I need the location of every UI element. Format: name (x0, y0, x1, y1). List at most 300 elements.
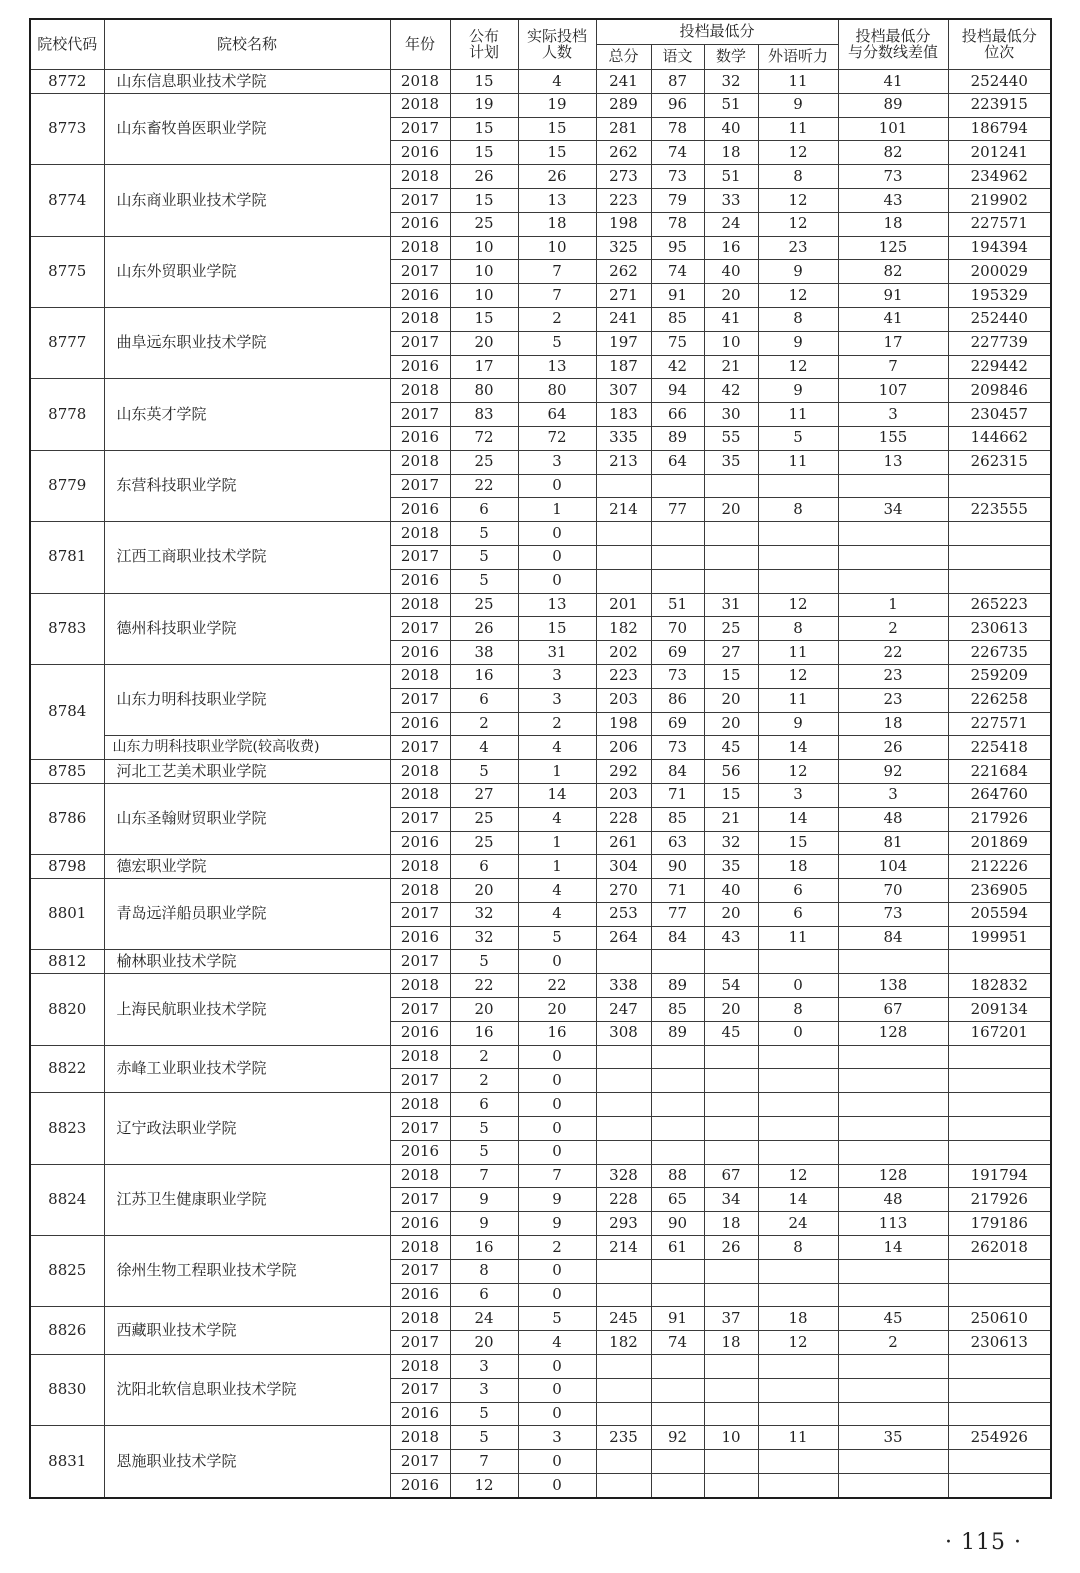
year-cell: 2018 (390, 1236, 450, 1260)
chinese-score-cell (651, 1140, 704, 1164)
diff-cell: 104 (838, 855, 948, 879)
math-score-cell (704, 950, 758, 974)
year-cell: 2018 (390, 760, 450, 784)
diff-cell (838, 950, 948, 974)
school-code: 8777 (30, 307, 104, 378)
total-score-cell: 292 (596, 760, 651, 784)
school-code: 8786 (30, 783, 104, 854)
math-score-cell: 10 (704, 331, 758, 355)
plan-cell: 9 (450, 1212, 518, 1236)
diff-cell: 91 (838, 284, 948, 308)
total-score-cell: 271 (596, 284, 651, 308)
chinese-score-cell: 84 (651, 760, 704, 784)
english-score-cell: 9 (758, 93, 838, 117)
english-score-cell: 9 (758, 379, 838, 403)
school-name: 山东力明科技职业学院(较高收费) (104, 736, 390, 760)
total-score-cell: 228 (596, 1188, 651, 1212)
diff-cell (838, 522, 948, 546)
total-score-cell: 213 (596, 450, 651, 474)
english-score-cell (758, 1474, 838, 1498)
math-score-cell: 18 (704, 1212, 758, 1236)
school-name: 德宏职业学院 (104, 855, 390, 879)
diff-cell: 14 (838, 1236, 948, 1260)
plan-cell: 25 (450, 593, 518, 617)
math-score-cell (704, 1474, 758, 1498)
chinese-score-cell: 77 (651, 498, 704, 522)
total-score-cell (596, 1402, 651, 1426)
diff-cell: 128 (838, 1164, 948, 1188)
total-score-cell: 182 (596, 617, 651, 641)
plan-cell: 72 (450, 426, 518, 450)
diff-cell: 67 (838, 998, 948, 1022)
total-score-cell: 262 (596, 260, 651, 284)
plan-cell: 5 (450, 760, 518, 784)
school-name: 山东商业职业技术学院 (104, 165, 390, 236)
english-score-cell: 8 (758, 1236, 838, 1260)
chinese-score-cell: 74 (651, 260, 704, 284)
year-cell: 2017 (390, 1069, 450, 1093)
rank-cell: 182832 (948, 974, 1051, 998)
total-score-cell: 264 (596, 926, 651, 950)
chinese-score-cell: 66 (651, 403, 704, 427)
chinese-score-cell (651, 1069, 704, 1093)
table-row (30, 522, 1051, 546)
total-score-cell: 183 (596, 403, 651, 427)
diff-cell: 101 (838, 117, 948, 141)
plan-cell: 32 (450, 902, 518, 926)
total-score-cell: 182 (596, 1331, 651, 1355)
table-row (30, 1164, 1051, 1188)
chinese-score-cell: 73 (651, 664, 704, 688)
chinese-score-cell: 91 (651, 1307, 704, 1331)
chinese-score-cell: 65 (651, 1188, 704, 1212)
math-score-cell: 20 (704, 902, 758, 926)
year-cell: 2016 (390, 1402, 450, 1426)
math-score-cell: 31 (704, 593, 758, 617)
school-name: 山东外贸职业学院 (104, 236, 390, 307)
actual-cell: 15 (518, 117, 596, 141)
school-code: 8820 (30, 974, 104, 1045)
math-score-cell: 45 (704, 1021, 758, 1045)
plan-cell: 2 (450, 1069, 518, 1093)
chinese-score-cell: 69 (651, 641, 704, 665)
math-score-cell (704, 545, 758, 569)
actual-cell: 7 (518, 260, 596, 284)
chinese-score-cell: 74 (651, 1331, 704, 1355)
rank-cell (948, 1355, 1051, 1379)
plan-cell: 25 (450, 450, 518, 474)
year-cell: 2017 (390, 1450, 450, 1474)
total-score-cell: 273 (596, 165, 651, 189)
total-score-cell: 197 (596, 331, 651, 355)
rank-cell: 227571 (948, 212, 1051, 236)
actual-cell: 1 (518, 855, 596, 879)
english-score-cell: 11 (758, 450, 838, 474)
year-cell: 2017 (390, 545, 450, 569)
rank-cell: 262315 (948, 450, 1051, 474)
diff-cell: 48 (838, 807, 948, 831)
total-score-cell: 223 (596, 188, 651, 212)
english-score-cell (758, 1450, 838, 1474)
total-score-cell (596, 569, 651, 593)
chinese-score-cell: 77 (651, 902, 704, 926)
chinese-score-cell: 90 (651, 1212, 704, 1236)
rank-cell (948, 569, 1051, 593)
rank-cell: 209846 (948, 379, 1051, 403)
total-score-cell (596, 1378, 651, 1402)
rank-cell: 262018 (948, 1236, 1051, 1260)
english-score-cell: 12 (758, 664, 838, 688)
year-cell: 2018 (390, 236, 450, 260)
total-score-cell: 307 (596, 379, 651, 403)
rank-cell: 205594 (948, 902, 1051, 926)
actual-cell: 4 (518, 879, 596, 903)
math-score-cell: 35 (704, 450, 758, 474)
math-score-cell: 33 (704, 188, 758, 212)
total-score-cell: 253 (596, 902, 651, 926)
chinese-score-cell: 51 (651, 593, 704, 617)
year-cell: 2016 (390, 712, 450, 736)
rank-cell: 252440 (948, 307, 1051, 331)
rank-cell: 195329 (948, 284, 1051, 308)
actual-cell: 1 (518, 831, 596, 855)
table-row (30, 307, 1051, 331)
math-score-cell: 32 (704, 831, 758, 855)
english-score-cell (758, 1283, 838, 1307)
year-cell: 2016 (390, 426, 450, 450)
header-chinese: 语文 (651, 45, 704, 70)
rank-cell (948, 545, 1051, 569)
math-score-cell: 15 (704, 664, 758, 688)
math-score-cell (704, 1259, 758, 1283)
diff-cell: 35 (838, 1426, 948, 1450)
chinese-score-cell: 85 (651, 807, 704, 831)
plan-cell: 25 (450, 212, 518, 236)
plan-cell: 6 (450, 688, 518, 712)
table-row (30, 760, 1051, 784)
total-score-cell: 335 (596, 426, 651, 450)
plan-cell: 22 (450, 974, 518, 998)
chinese-score-cell: 85 (651, 998, 704, 1022)
year-cell: 2016 (390, 926, 450, 950)
math-score-cell: 20 (704, 284, 758, 308)
plan-cell: 9 (450, 1188, 518, 1212)
english-score-cell (758, 1117, 838, 1141)
english-score-cell: 11 (758, 926, 838, 950)
english-score-cell: 12 (758, 593, 838, 617)
english-score-cell: 12 (758, 760, 838, 784)
diff-cell (838, 1450, 948, 1474)
english-score-cell: 23 (758, 236, 838, 260)
actual-cell: 5 (518, 331, 596, 355)
year-cell: 2018 (390, 1307, 450, 1331)
plan-cell: 2 (450, 712, 518, 736)
total-score-cell (596, 1355, 651, 1379)
chinese-score-cell: 90 (651, 855, 704, 879)
total-score-cell (596, 1069, 651, 1093)
math-score-cell: 34 (704, 1188, 758, 1212)
table-row (30, 1236, 1051, 1260)
total-score-cell: 198 (596, 212, 651, 236)
year-cell: 2018 (390, 879, 450, 903)
diff-cell: 7 (838, 355, 948, 379)
actual-cell: 3 (518, 450, 596, 474)
math-score-cell (704, 1402, 758, 1426)
school-code: 8775 (30, 236, 104, 307)
year-cell: 2016 (390, 641, 450, 665)
math-score-cell: 24 (704, 212, 758, 236)
plan-cell: 32 (450, 926, 518, 950)
rank-cell: 223915 (948, 93, 1051, 117)
school-code: 8831 (30, 1426, 104, 1498)
total-score-cell (596, 1474, 651, 1498)
actual-cell: 0 (518, 1402, 596, 1426)
school-code: 8778 (30, 379, 104, 450)
chinese-score-cell (651, 1355, 704, 1379)
actual-cell: 0 (518, 522, 596, 546)
actual-cell: 13 (518, 355, 596, 379)
year-cell: 2018 (390, 307, 450, 331)
school-code: 8823 (30, 1093, 104, 1164)
plan-cell: 20 (450, 1331, 518, 1355)
plan-cell: 15 (450, 70, 518, 94)
school-code: 8781 (30, 522, 104, 593)
diff-cell: 82 (838, 141, 948, 165)
diff-cell: 26 (838, 736, 948, 760)
school-name: 曲阜远东职业技术学院 (104, 307, 390, 378)
plan-cell: 6 (450, 1283, 518, 1307)
english-score-cell: 8 (758, 498, 838, 522)
chinese-score-cell: 95 (651, 236, 704, 260)
chinese-score-cell (651, 1117, 704, 1141)
actual-cell: 14 (518, 783, 596, 807)
year-cell: 2018 (390, 1426, 450, 1450)
actual-cell: 10 (518, 236, 596, 260)
school-name: 徐州生物工程职业技术学院 (104, 1236, 390, 1307)
diff-cell: 34 (838, 498, 948, 522)
rank-cell (948, 1045, 1051, 1069)
plan-cell: 15 (450, 188, 518, 212)
year-cell: 2018 (390, 974, 450, 998)
plan-cell: 12 (450, 1474, 518, 1498)
plan-cell: 19 (450, 93, 518, 117)
plan-cell: 6 (450, 498, 518, 522)
chinese-score-cell (651, 1045, 704, 1069)
header-year: 年份 (390, 19, 450, 70)
plan-cell: 80 (450, 379, 518, 403)
total-score-cell: 201 (596, 593, 651, 617)
school-code: 8830 (30, 1355, 104, 1426)
rank-cell (948, 1259, 1051, 1283)
plan-cell: 24 (450, 1307, 518, 1331)
actual-cell: 0 (518, 569, 596, 593)
table-row (30, 93, 1051, 117)
chinese-score-cell: 61 (651, 1236, 704, 1260)
actual-cell: 0 (518, 1140, 596, 1164)
table-row (30, 165, 1051, 189)
actual-cell: 0 (518, 1259, 596, 1283)
total-score-cell: 235 (596, 1426, 651, 1450)
diff-cell: 2 (838, 617, 948, 641)
school-name: 赤峰工业职业技术学院 (104, 1045, 390, 1093)
actual-cell: 0 (518, 545, 596, 569)
english-score-cell: 15 (758, 831, 838, 855)
chinese-score-cell: 88 (651, 1164, 704, 1188)
english-score-cell (758, 1402, 838, 1426)
plan-cell: 17 (450, 355, 518, 379)
school-name: 山东力明科技职业学院 (104, 664, 390, 735)
plan-cell: 7 (450, 1450, 518, 1474)
chinese-score-cell (651, 1474, 704, 1498)
math-score-cell: 43 (704, 926, 758, 950)
chinese-score-cell (651, 1402, 704, 1426)
school-code: 8822 (30, 1045, 104, 1093)
school-code: 8785 (30, 760, 104, 784)
year-cell: 2017 (390, 1259, 450, 1283)
math-score-cell: 67 (704, 1164, 758, 1188)
chinese-score-cell (651, 1283, 704, 1307)
total-score-cell: 304 (596, 855, 651, 879)
actual-cell: 7 (518, 284, 596, 308)
diff-cell: 155 (838, 426, 948, 450)
chinese-score-cell: 89 (651, 1021, 704, 1045)
school-name: 榆林职业技术学院 (104, 950, 390, 974)
school-code: 8773 (30, 93, 104, 164)
diff-cell (838, 1355, 948, 1379)
total-score-cell: 203 (596, 688, 651, 712)
chinese-score-cell: 91 (651, 284, 704, 308)
year-cell: 2017 (390, 688, 450, 712)
rank-cell (948, 1069, 1051, 1093)
english-score-cell: 14 (758, 1188, 838, 1212)
year-cell: 2016 (390, 831, 450, 855)
english-score-cell: 9 (758, 260, 838, 284)
plan-cell: 38 (450, 641, 518, 665)
chinese-score-cell: 78 (651, 117, 704, 141)
math-score-cell: 41 (704, 307, 758, 331)
math-score-cell: 10 (704, 1426, 758, 1450)
math-score-cell: 20 (704, 998, 758, 1022)
english-score-cell: 11 (758, 641, 838, 665)
header-total: 总分 (596, 45, 651, 70)
diff-cell: 23 (838, 688, 948, 712)
table-row (30, 593, 1051, 617)
school-code: 8783 (30, 593, 104, 664)
english-score-cell: 9 (758, 331, 838, 355)
plan-cell: 26 (450, 165, 518, 189)
chinese-score-cell: 63 (651, 831, 704, 855)
actual-cell: 1 (518, 498, 596, 522)
chinese-score-cell (651, 522, 704, 546)
actual-cell: 3 (518, 1426, 596, 1450)
plan-cell: 5 (450, 545, 518, 569)
actual-cell: 9 (518, 1212, 596, 1236)
diff-cell: 125 (838, 236, 948, 260)
total-score-cell: 293 (596, 1212, 651, 1236)
actual-cell: 15 (518, 141, 596, 165)
table-row (30, 379, 1051, 403)
rank-cell (948, 1474, 1051, 1498)
total-score-cell: 338 (596, 974, 651, 998)
school-code: 8801 (30, 879, 104, 950)
diff-cell: 1 (838, 593, 948, 617)
math-score-cell: 55 (704, 426, 758, 450)
page-number: · 115 · (945, 1530, 1022, 1555)
math-score-cell: 25 (704, 617, 758, 641)
school-code: 8812 (30, 950, 104, 974)
diff-cell: 82 (838, 260, 948, 284)
english-score-cell: 12 (758, 1331, 838, 1355)
actual-cell: 0 (518, 1045, 596, 1069)
actual-cell: 19 (518, 93, 596, 117)
rank-cell: 209134 (948, 998, 1051, 1022)
table-row (30, 736, 1051, 760)
school-code: 8826 (30, 1307, 104, 1355)
rank-cell: 226735 (948, 641, 1051, 665)
plan-cell: 5 (450, 950, 518, 974)
year-cell: 2017 (390, 617, 450, 641)
year-cell: 2018 (390, 1164, 450, 1188)
rank-cell: 265223 (948, 593, 1051, 617)
rank-cell: 230613 (948, 617, 1051, 641)
diff-cell (838, 1069, 948, 1093)
english-score-cell: 12 (758, 284, 838, 308)
chinese-score-cell (651, 1378, 704, 1402)
actual-cell: 9 (518, 1188, 596, 1212)
chinese-score-cell: 86 (651, 688, 704, 712)
rank-cell: 219902 (948, 188, 1051, 212)
school-code: 8824 (30, 1164, 104, 1235)
table-row (30, 1355, 1051, 1379)
year-cell: 2016 (390, 1212, 450, 1236)
math-score-cell: 15 (704, 783, 758, 807)
diff-cell: 81 (838, 831, 948, 855)
total-score-cell: 202 (596, 641, 651, 665)
diff-cell (838, 1117, 948, 1141)
total-score-cell (596, 545, 651, 569)
english-score-cell (758, 1378, 838, 1402)
math-score-cell: 37 (704, 1307, 758, 1331)
school-name: 山东英才学院 (104, 379, 390, 450)
year-cell: 2018 (390, 379, 450, 403)
table-row (30, 1426, 1051, 1450)
diff-cell: 70 (838, 879, 948, 903)
english-score-cell: 12 (758, 1164, 838, 1188)
total-score-cell: 187 (596, 355, 651, 379)
rank-cell: 227571 (948, 712, 1051, 736)
math-score-cell: 20 (704, 498, 758, 522)
diff-cell: 107 (838, 379, 948, 403)
school-code: 8784 (30, 664, 104, 759)
actual-cell: 4 (518, 902, 596, 926)
diff-cell: 3 (838, 403, 948, 427)
english-score-cell (758, 1045, 838, 1069)
math-score-cell (704, 1378, 758, 1402)
english-score-cell: 6 (758, 879, 838, 903)
total-score-cell (596, 1140, 651, 1164)
total-score-cell (596, 950, 651, 974)
year-cell: 2018 (390, 70, 450, 94)
header-math: 数学 (704, 45, 758, 70)
table-row (30, 879, 1051, 903)
rank-cell: 223555 (948, 498, 1051, 522)
total-score-cell: 245 (596, 1307, 651, 1331)
diff-cell (838, 1378, 948, 1402)
plan-cell: 16 (450, 664, 518, 688)
diff-cell (838, 1259, 948, 1283)
english-score-cell (758, 950, 838, 974)
chinese-score-cell: 42 (651, 355, 704, 379)
